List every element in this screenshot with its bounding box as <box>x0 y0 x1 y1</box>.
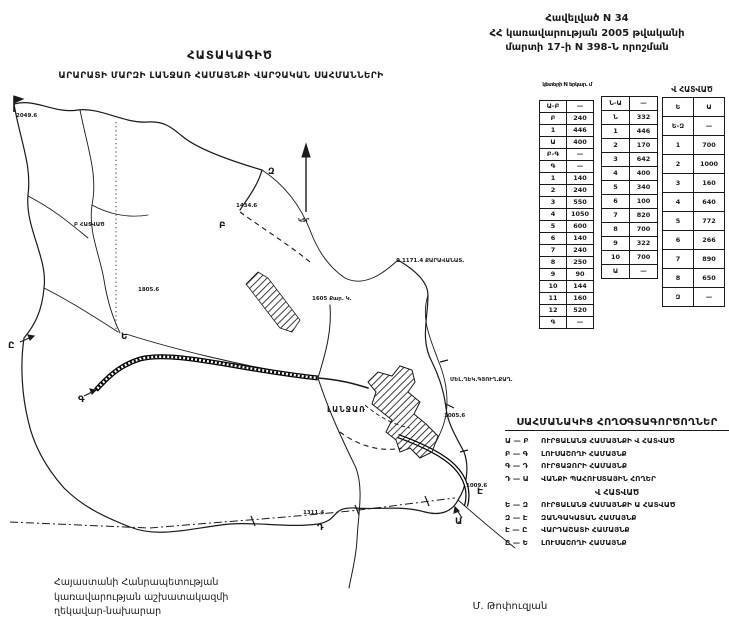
boundary-point-letter: Ը <box>8 341 15 351</box>
table-cell: 322 <box>630 237 658 251</box>
table-cell: 2 <box>602 139 630 153</box>
footer-line: ղեկավար-նախարար <box>54 606 162 618</box>
table-cell: 250 <box>567 257 594 269</box>
table-cell: 5 <box>602 181 630 195</box>
appendix-number: Հավելված N 34 <box>545 13 629 24</box>
table-cell: 8 <box>602 223 630 237</box>
table-cell: — <box>567 161 594 173</box>
table-cell: Բ-Գ <box>540 149 567 161</box>
table-cell: 1 <box>663 136 694 155</box>
table-cell: 140 <box>567 233 594 245</box>
legend-neighbor-name: ՈՒՐՑԱԼԱՆՋ ՀԱՄԱՅՆՔԻ Ա ՀԱՏՎԱԾ <box>541 500 676 509</box>
table-cell: 3 <box>602 153 630 167</box>
appendix-header <box>448 12 726 56</box>
table-cell: — <box>567 317 594 329</box>
table-cell: 240 <box>567 113 594 125</box>
legend-point-pair: Ա — Բ <box>505 436 529 445</box>
table-cell: 332 <box>630 111 658 125</box>
table-cell: 8 <box>540 257 567 269</box>
legend-line <box>505 500 729 509</box>
boundary-point-letter: Դ <box>317 523 324 533</box>
table-cell: 2 <box>540 185 567 197</box>
table-cell: 7 <box>602 209 630 223</box>
table-cell: — <box>630 97 658 111</box>
table-cell: 10 <box>540 281 567 293</box>
legend-point-pair: Ը — Ե <box>505 537 528 547</box>
table-cell: 2 <box>663 155 694 174</box>
table-cell: 4 <box>602 167 630 181</box>
boundary-point-letter: Ե <box>121 332 128 342</box>
measurement-table-1 <box>539 100 594 329</box>
map-annotation-label: 2049.6 <box>16 113 38 119</box>
legend-line <box>505 525 729 534</box>
table-cell: 890 <box>694 250 725 269</box>
legend-line <box>505 449 729 458</box>
table-cell: 4 <box>540 209 567 221</box>
legend-point-pair: Բ — Գ <box>505 448 529 458</box>
table-cell: 3 <box>540 197 567 209</box>
issuing-authority <box>54 576 228 620</box>
legend-line <box>505 513 729 522</box>
boundary-point-letter: Զ <box>268 167 275 177</box>
legend-point-pair: Դ — Ա <box>505 473 529 483</box>
table-cell: 400 <box>630 167 658 181</box>
table-cell: 640 <box>694 193 725 212</box>
table-cell: Ա <box>540 137 567 149</box>
legend-point-pair: Զ — Է <box>505 512 528 522</box>
legend-line <box>505 436 729 445</box>
measurement-table-2 <box>601 96 658 279</box>
map-annotation-label: 1005.6 <box>444 413 466 419</box>
section-v-table-label: Վ ՀԱՏՎԱԾ <box>671 85 713 94</box>
legend-neighbor-name: ՎԱՐԴԱՇԱՏԻ ՀԱՄԱՅՆՔ <box>541 525 630 534</box>
table-cell: 266 <box>694 231 725 250</box>
map-annotation-label: 1605 Քար. Կ. <box>312 296 352 302</box>
table-cell: Ե-Զ <box>663 117 694 136</box>
table-cell: 6 <box>540 233 567 245</box>
legend-title: ՍԱՀՄԱՆԱԿԻՑ ՀՈՂՕԳՏԱԳՈՐԾՈՂՆԵՐ <box>505 417 729 431</box>
table-cell: 650 <box>694 269 725 288</box>
page-subtitle: ԱՐԱՐԱՏԻ ՄԱՐԶԻ ԼԱՆՋԱՌ ՀԱՄԱՅՆՔԻ ՎԱՐՉԱԿԱՆ ՍԱՀՄԱՆՆԵՐԻ <box>58 71 384 81</box>
table-cell: — <box>694 288 725 307</box>
table-cell: 170 <box>630 139 658 153</box>
table-cell: 6 <box>663 231 694 250</box>
table-cell: 9 <box>540 269 567 281</box>
table-cell: 9 <box>602 237 630 251</box>
boundary-lines <box>14 103 515 588</box>
table-cell: 642 <box>630 153 658 167</box>
table-cell: 1 <box>540 125 567 137</box>
legend <box>505 417 729 550</box>
legend-section-v-title: Վ ՀԱՏՎԱԾ <box>594 487 640 497</box>
table-cell: 600 <box>567 221 594 233</box>
map-annotation-label: ՄԵԼ.ՂԵԿ.ԳՅՈՒՂ.ՔԱՂ. <box>450 377 513 383</box>
table-cell: 5 <box>540 221 567 233</box>
north-arrow-icon <box>302 144 310 212</box>
table-cell: 160 <box>567 293 594 305</box>
map-annotation-label: Զ 1171.4 ՔԱՐԱՎԱՆԱՏ. <box>396 258 465 264</box>
table-cell: 100 <box>630 195 658 209</box>
table-cell: 3 <box>663 174 694 193</box>
table-cell: 820 <box>630 209 658 223</box>
table-cell: 160 <box>694 174 725 193</box>
table-cell: 446 <box>567 125 594 137</box>
table-cell: 1 <box>540 173 567 185</box>
table-cell: — <box>567 101 594 113</box>
table-cell: 8 <box>663 269 694 288</box>
boundary-point-letter: Գ <box>78 395 85 405</box>
legend-section-v <box>505 500 729 547</box>
settlement-area <box>368 366 438 458</box>
table-cell: Ե <box>663 98 694 117</box>
table-cell: 1050 <box>567 209 594 221</box>
legend-section-a <box>505 436 729 483</box>
table-cell: — <box>694 117 725 136</box>
footer-line: կառավարության աշխատակազմի <box>54 591 229 603</box>
map-annotation-label: 1434.6 <box>236 203 258 209</box>
table-cell: 550 <box>567 197 594 209</box>
legend-line <box>505 538 729 547</box>
government-line: ՀՀ կառավարության 2005 թվականի <box>489 27 685 39</box>
legend-line <box>505 474 729 483</box>
legend-neighbor-name: ՈՒՐՑԱԼԱՆՋ ՀԱՄԱՅՆՔԻ Վ ՀԱՏՎԱԾ <box>541 436 675 445</box>
measurement-table-3 <box>662 97 725 307</box>
orchard-strip <box>246 272 300 332</box>
legend-point-pair: Է — Ը <box>505 525 528 534</box>
table-cell: 400 <box>567 137 594 149</box>
settlement-name-label: ԼԱՆՋԱՌ <box>327 405 366 414</box>
map-annotation-label: ԿՏՐ <box>298 218 310 224</box>
table-cell: Բ <box>540 113 567 125</box>
legend-line <box>505 461 729 470</box>
table-cell: 1 <box>602 125 630 139</box>
map-annotation-label: Բ ՀԱՏՎԱԾ <box>74 222 105 228</box>
signature-name: Մ. Թոփուզյան <box>472 601 548 612</box>
dashed-boundaries <box>10 122 455 528</box>
table-cell: 700 <box>694 136 725 155</box>
legend-point-pair: Գ — Դ <box>505 461 529 470</box>
table-cell: 6 <box>602 195 630 209</box>
footer-line: Հայաստանի Հանրապետության <box>54 577 219 588</box>
table-cell: 144 <box>567 281 594 293</box>
table-cell: 7 <box>663 250 694 269</box>
table-cell: Գ <box>540 317 567 329</box>
map-annotation-label: 1311.4 <box>303 510 325 516</box>
map-annotation-label: 1805.6 <box>138 287 160 293</box>
page-title: ՀԱՏԱԿԱԳԻԾ <box>187 48 273 62</box>
boundary-point-letter: Բ <box>219 221 226 231</box>
legend-point-pair: Ե — Զ <box>505 500 529 509</box>
table-cell: 5 <box>663 212 694 231</box>
table-cell: Զ <box>663 288 694 307</box>
table-cell: 4 <box>663 193 694 212</box>
table-cell: 240 <box>567 245 594 257</box>
table-cell: 520 <box>567 305 594 317</box>
table-cell: 1000 <box>694 155 725 174</box>
table-cell: — <box>567 149 594 161</box>
table-cell: Ա <box>602 265 630 279</box>
table-cell: 7 <box>540 245 567 257</box>
table-cell: 700 <box>630 251 658 265</box>
main-road <box>96 357 318 390</box>
table-cell: — <box>630 265 658 279</box>
table-cell: 11 <box>540 293 567 305</box>
legend-neighbor-name: ԼՈՒՍԱՇՈՂԻ ՀԱՄԱՅՆՔ <box>541 537 627 547</box>
legend-neighbor-name: ՎԱՆՔԻ ՊԱՀՈՒՍՏԱՅԻՆ ՀՈՂԵՐ <box>541 473 656 483</box>
table-cell: 10 <box>602 251 630 265</box>
table1-header: կետերի N երկար. մ <box>542 82 592 88</box>
map-annotation-label: 1009.6 <box>466 483 488 489</box>
boundary-point-letter: Ա <box>455 517 463 527</box>
table-cell: Ն-Ա <box>602 97 630 111</box>
table-cell: 12 <box>540 305 567 317</box>
decree-line: մարտի 17-ի N 398-Ն որոշման <box>505 42 669 53</box>
table-cell: Ն <box>602 111 630 125</box>
table-cell: 90 <box>567 269 594 281</box>
table-cell: 772 <box>694 212 725 231</box>
table-cell: 446 <box>630 125 658 139</box>
legend-neighbor-name: ԶԱՆԳԱԿԱՏԱՆ ՀԱՄԱՅՆՔ <box>541 512 637 522</box>
table-cell: 700 <box>630 223 658 237</box>
legend-neighbor-name: ԼՈՒՍԱՇՈՂԻ ՀԱՄԱՅՆՔ <box>541 448 627 458</box>
legend-neighbor-name: ՈՒՐՑԱՁՈՐԻ ՀԱՄԱՅՆՔ <box>541 461 627 470</box>
table-cell: 140 <box>567 173 594 185</box>
table-cell: Ա-Բ <box>540 101 567 113</box>
table-cell: 340 <box>630 181 658 195</box>
table-cell: 240 <box>567 185 594 197</box>
table-cell: Գ <box>540 161 567 173</box>
table-cell: Ա <box>694 98 725 117</box>
boundary-point-letter: Է <box>477 487 483 497</box>
